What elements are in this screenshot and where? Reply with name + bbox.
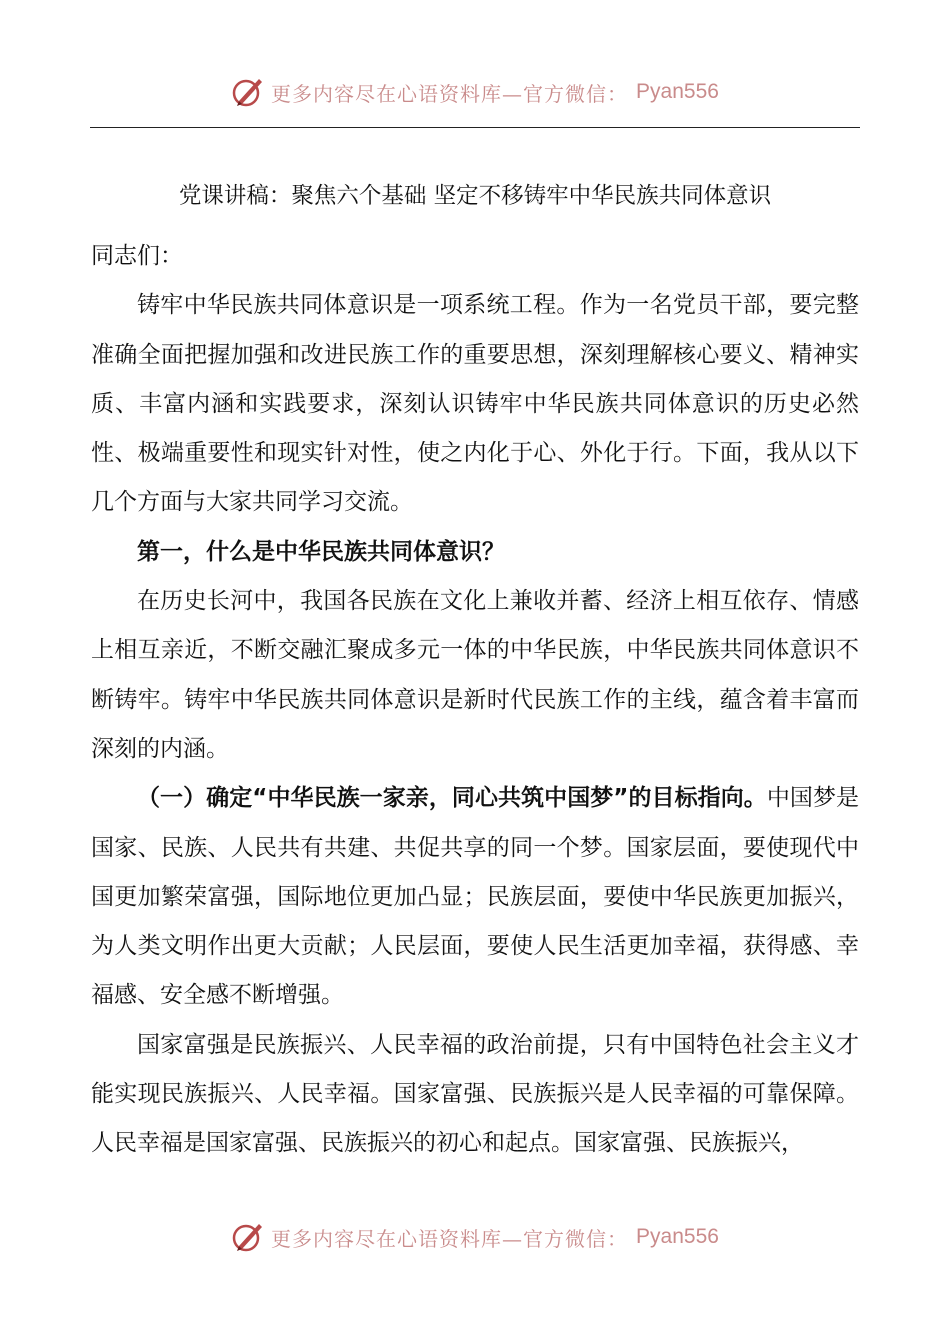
footer-banner-text: 更多内容尽在心语资料库—官方微信： xyxy=(271,1226,629,1251)
section-1-heading: 第一，什么是中华民族共同体意识？ xyxy=(137,538,505,565)
document-title: 党课讲稿：聚焦六个基础 坚定不移铸牢中华民族共同体意识 xyxy=(178,183,772,209)
header-banner xyxy=(0,72,950,112)
document-body xyxy=(91,232,859,1169)
final-paragraph: 国家富强是民族振兴、人民幸福的政治前提，只有中国特色社会主义才能实现民族振兴、人民幸福。国家富强、民族振兴是人民幸福的可靠保障。人民幸福是国家富强、民族振兴的初心和起点。国家富强、民族振兴， xyxy=(91,1031,859,1157)
pen-logo-icon xyxy=(231,75,265,109)
header-wechat-id: Pyan556 xyxy=(636,80,719,103)
section-1-paragraph: 在历史长河中，我国各民族在文化上兼收并蓄、经济上相互依存、情感上相互亲近，不断交融汇聚成多元一体的中华民族，中华民族共同体意识不断铸牢。铸牢中华民族共同体意识是新时代民族工作的主线，蕴含着丰富而深刻的内涵。 xyxy=(91,588,859,762)
footer-wechat-id: Pyan556 xyxy=(636,1225,719,1248)
subsection-1-heading: （一）确定“中华民族一家亲，同心共筑中国梦”的目标指向。 xyxy=(137,785,767,812)
header-divider xyxy=(90,127,860,128)
subsection-1-paragraph xyxy=(91,774,859,1020)
footer-banner xyxy=(0,1217,950,1257)
subsection-1-text: 中国梦是国家、民族、人民共有共建、共促共享的同一个梦。国家层面，要使现代中国更加繁荣富强，国际地位更加凸显；民族层面，要使中华民族更加振兴，为人类文明作出更大贡献；人民层面，要使人民生活更加幸福，获得感、幸福感、安全感不断增强。 xyxy=(91,785,859,1009)
salutation: 同志们： xyxy=(91,243,183,269)
intro-paragraph: 铸牢中华民族共同体意识是一项系统工程。作为一名党员干部，要完整准确全面把握加强和改进民族工作的重要思想，深刻理解核心要义、精神实质、丰富内涵和实践要求，深刻认识铸牢中华民族共同体意识的历史必然性、极端重要性和现实针对性，使之内化于心、外化于行。下面，我从以下几个方面与大家共同学习交流。 xyxy=(91,292,859,516)
header-banner-text: 更多内容尽在心语资料库—官方微信： xyxy=(271,81,629,106)
pen-logo-icon xyxy=(231,1220,265,1254)
